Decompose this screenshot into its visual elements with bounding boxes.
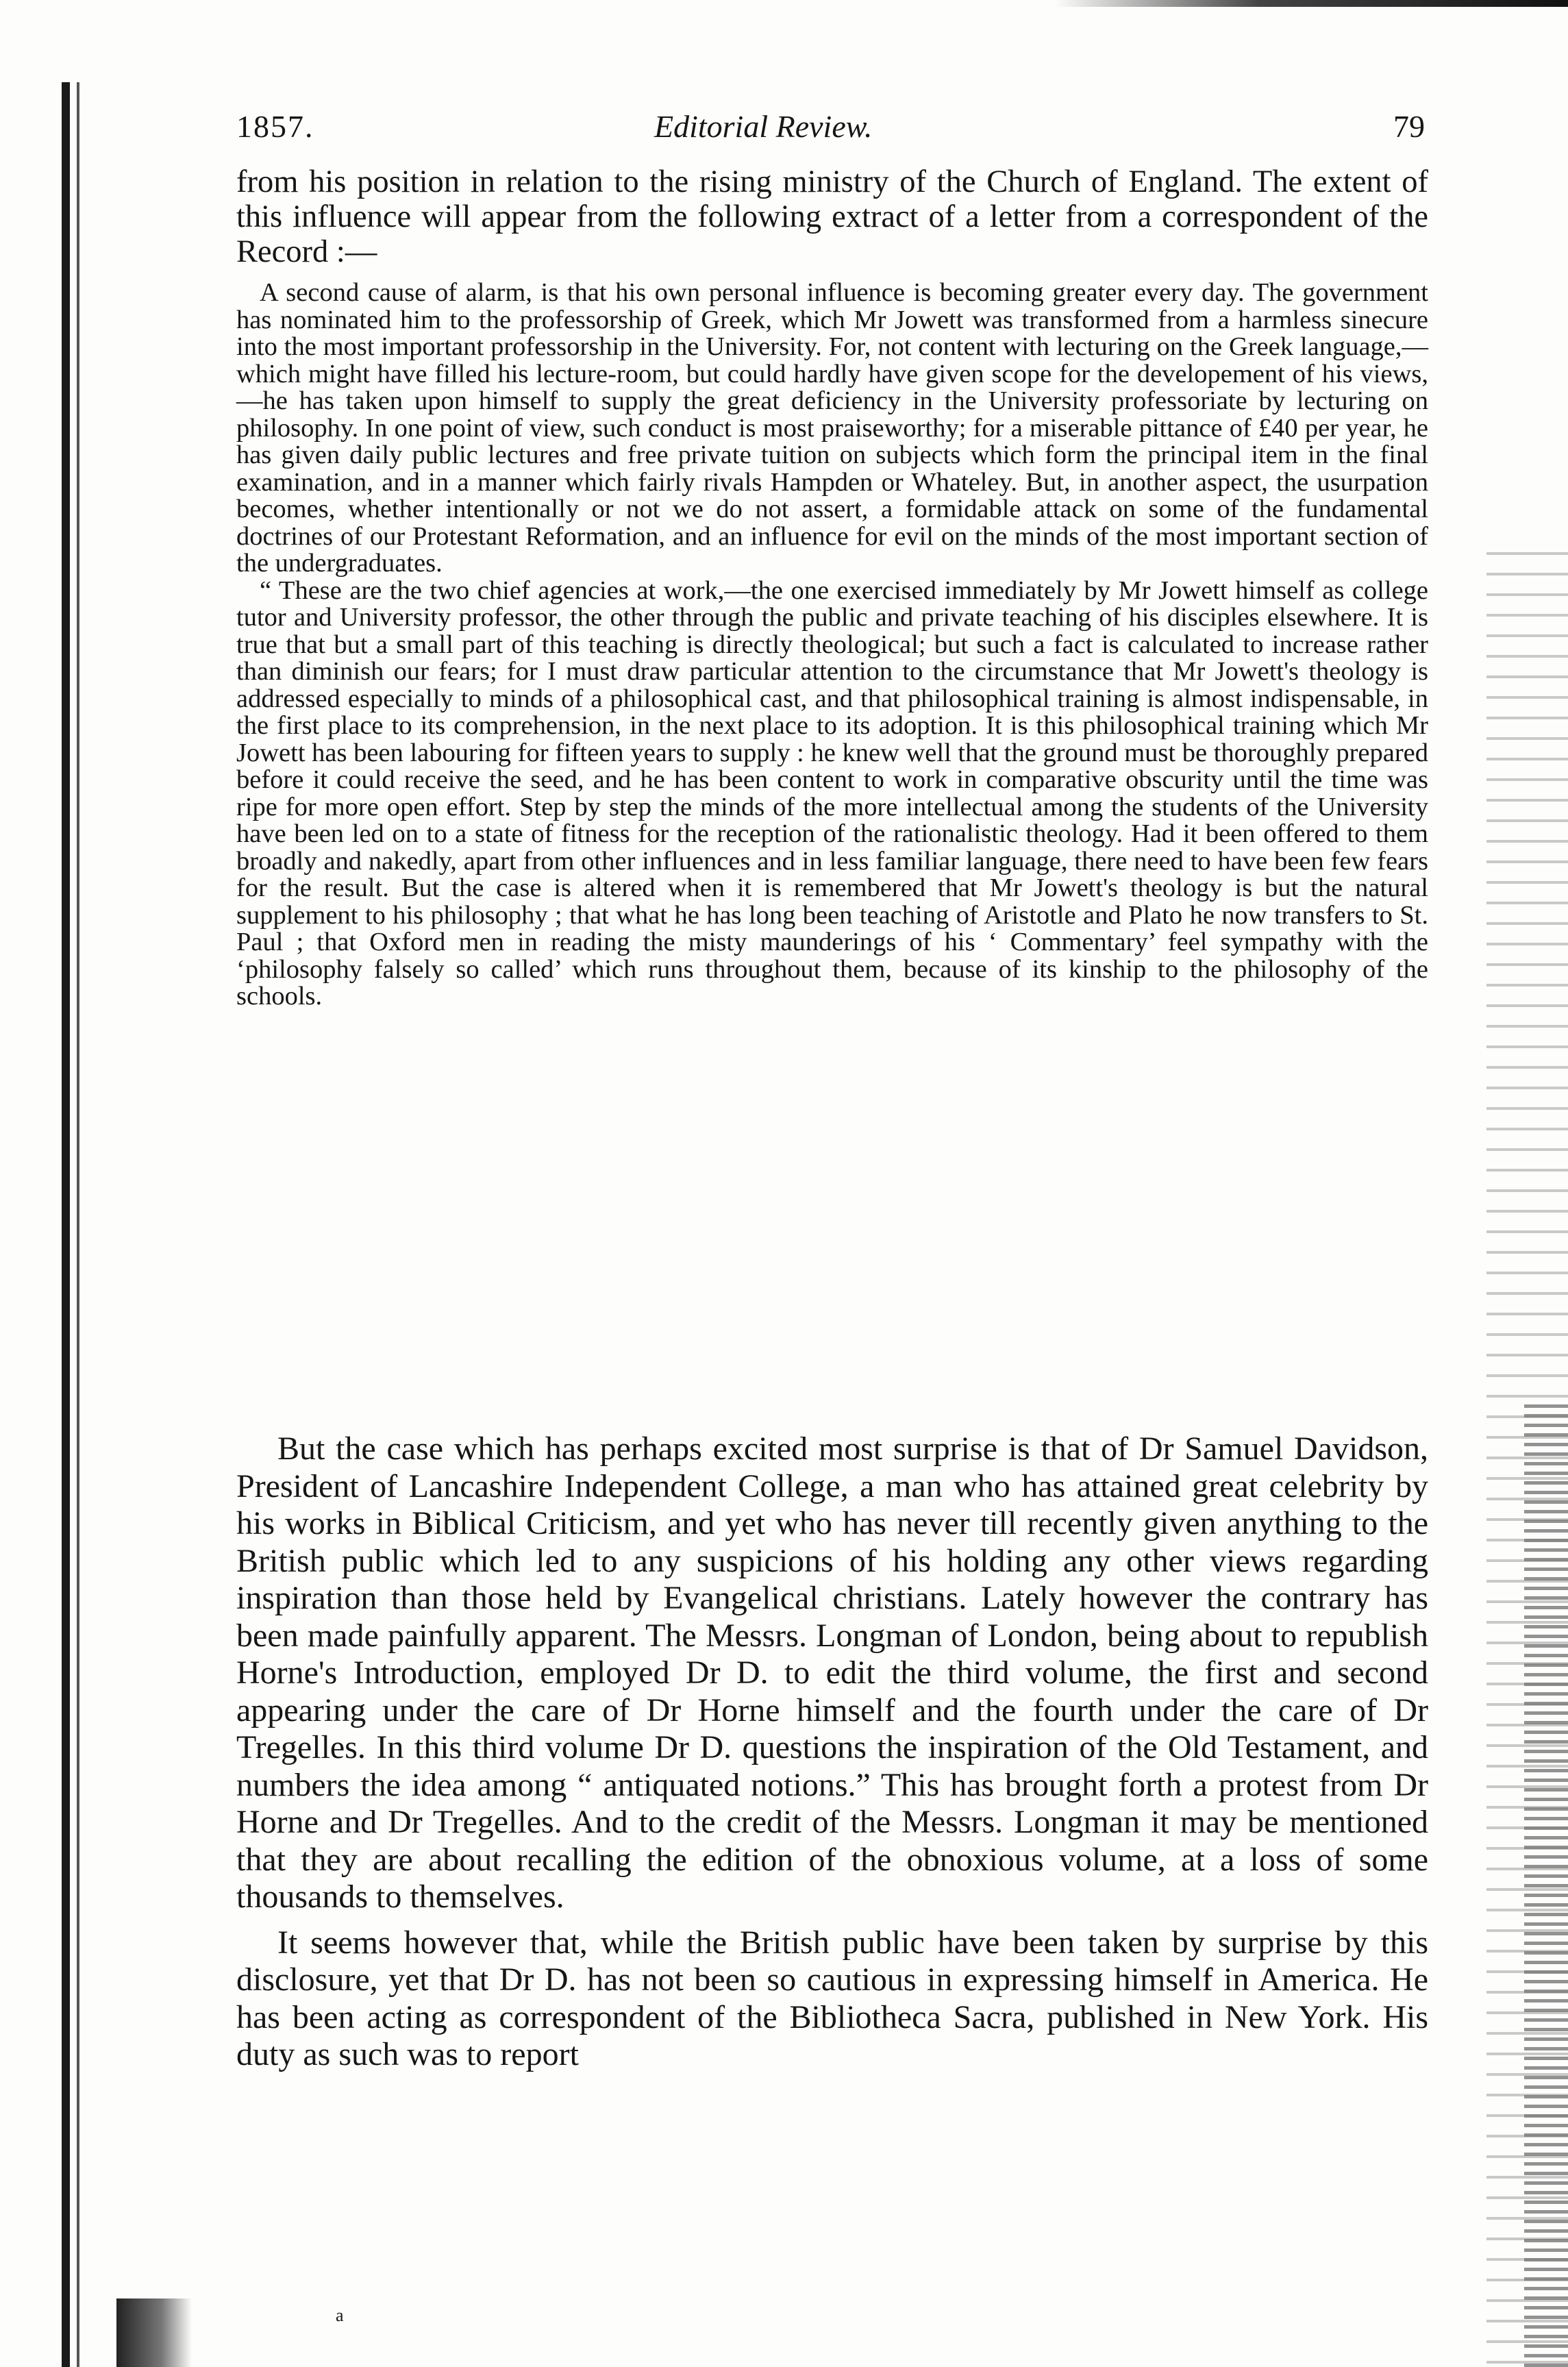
running-head: [236, 108, 1425, 156]
running-head-title: Editorial Review.: [654, 109, 873, 144]
footer-mark: a: [336, 2305, 344, 2325]
quote-paragraph-2: “ These are the two chief agencies at work,—the one exercised immediately by Mr Jowett himself as college tutor and University professor, the other through the public and private teaching of his disciples elsewhere. It is true that but a small part of this teaching is directly theological; but such a fact is calculated to increase rather than diminish our fears; for I must draw particular attention to the circumstance that Mr Jowett's theology is addressed especially to minds of a philosophical cast, and that philosophical training is almost indispensable, in the first place to its comprehension, in the next place to its adoption. It is this philosophical training which Mr Jowett has been labouring for fifteen years to supply : he knew well that the ground must be thoroughly prepared before it could receive the seed, and he has been content to work in comparative obscurity until the time was ripe for more open effort. Step by step the minds of the more intellectual among the students of the University have been led on to a state of fitness for the reception of the rationalistic theology. Had it been offered to them broadly and nakedly, apart from other influences and in less familiar language, there need to have been few fears for the result. But the case is altered when it is remembered that Mr Jowett's theology is but the natural supplement to his philosophy ; that what he has long been teaching of Aristotle and Plato he now transfers to St. Paul ; that Oxford men in reading the misty maunderings of his ‘ Commentary’ feel sympathy with the ‘philosophy falsely so called’ which runs throughout them, because of its kinship to the philosophy of the schools.: [236, 575, 1428, 1011]
page-number: 79: [1393, 109, 1425, 144]
scan-edge-top: [1055, 0, 1568, 7]
body-paragraph-1: But the case which has perhaps excited most surprise is that of Dr Samuel Davidson, President of Lancashire Independent College, a man who has attained great celebrity by his works in Biblical Criticism, and yet who has never till recently given anything to the British public which led to any suspicions of his holding any other views regarding inspiration than those held by Evangelical christians. Lately however the contrary has been made painfully apparent. The Messrs. Longman of London, being about to republish Horne's Introduction, employed Dr D. to edit the third volume, the first and second appearing under the care of Dr Horne himself and the fourth under the care of Dr Tregelles. In this third volume Dr D. questions the inspiration of the Old Testament, and numbers the idea among “ antiquated notions.” This has brought forth a protest from Dr Horne and Dr Tregelles. And to the credit of the Messrs. Longman it may be mentioned that they are about recalling the edition of the obnoxious volume, at a loss of some thousands to themselves.: [236, 1430, 1428, 1915]
scan-gutter-bottom: [116, 2298, 192, 2367]
scan-bleedthrough-right-strong: [1524, 1404, 1568, 2367]
quote-paragraph-1: A second cause of alarm, is that his own personal influence is becoming greater every day. The government has nominated him to the professorship of Greek, which Mr Jowett was transformed from a harmless sinecure into the most important professorship in the University. For, not content with lecturing on the Greek language,—which might have filled his lecture-room, but could hardly have given scope for the developement of his views,—he has taken upon himself to supply the great deficiency in the University professoriate by lecturing on philosophy. In one point of view, such conduct is most praiseworthy; for a miserable pittance of £40 per year, he has given daily public lectures and free private tuition on subjects which form the principal item in the final examination, and in a manner which fairly rivals Hampden or Whateley. But, in another aspect, the usurpation becomes, whether intentionally or not we do not assert, a formidable attack on some of the fundamental doctrines of our Protestant Reformation, and an influence for evil on the minds of the most important section of the undergraduates.: [236, 278, 1428, 578]
quoted-letter: [236, 280, 1428, 1011]
intro-text: [236, 164, 1428, 269]
body-text: [236, 1430, 1428, 2074]
running-head-year: 1857.: [236, 109, 314, 144]
body-paragraph-2: It seems however that, while the British public have been taken by surprise by this disclosure, yet that Dr D. has not been so cautious in expressing himself in America. He has been acting as correspondent of the Bibliotheca Sacra, published in New York. His duty as such was to report: [236, 1924, 1428, 2072]
intro-paragraph: from his position in relation to the rising ministry of the Church of England. The extent of this influence will appear from the following extract of a letter from a correspondent of the Record :—: [236, 164, 1428, 269]
scan-gutter-shadow-inner: [77, 82, 79, 2367]
scan-gutter-shadow: [62, 82, 70, 2367]
